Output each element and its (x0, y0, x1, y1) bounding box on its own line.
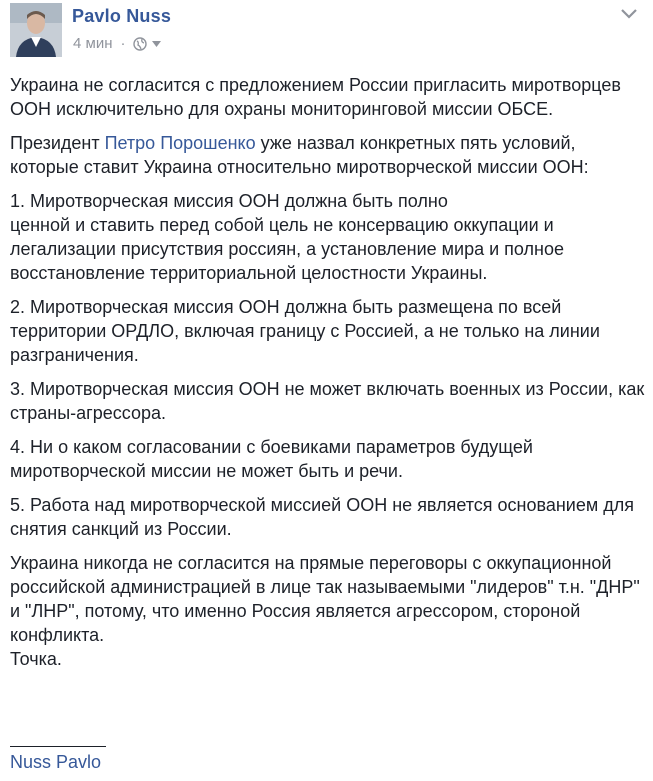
post-paragraph (10, 189, 646, 285)
meta-separator: · (120, 35, 126, 52)
paragraph-text: Президент (10, 133, 105, 153)
post-header (10, 3, 643, 59)
signature-divider (10, 746, 106, 747)
globe-icon[interactable] (133, 37, 147, 51)
signature-link[interactable]: Nuss Pavlo (10, 752, 102, 772)
post-paragraph (10, 131, 646, 179)
post-meta (73, 35, 161, 52)
audience-caret-icon[interactable] (152, 41, 161, 47)
mention-link[interactable]: Петро Порошенко (104, 133, 256, 153)
paragraph-text: Украина никогда не согласится на прямые переговоры с оккупационной российской администрацией в лице так называемыми "лидеров" т.н. "ДНР" и "ЛНР", потому, что именно Россия является агрессором, стороной конфликта. (10, 553, 640, 645)
paragraph-text: ценной и ставить перед собой цель не консервацию оккупации и легализации присутствия россиян, а установление мира и полное восстановление территориальной целостности Украины. (10, 215, 564, 283)
chevron-down-icon[interactable] (621, 9, 637, 19)
paragraph-text: уже назвал конкретных пять условий, которые ставит Украина относительно миротворческой миссии ООН: (10, 133, 589, 177)
paragraph-text: 1. Миротворческая миссия ООН должна быть полно (10, 191, 448, 211)
post-paragraph: 5. Работа над миротворческой миссией ООН не является основанием для снятия санкций из России. (10, 495, 635, 539)
post-timestamp[interactable]: 4 мин (73, 35, 113, 52)
avatar[interactable] (10, 3, 62, 57)
paragraph-text: Точка. (10, 649, 62, 669)
post-paragraph: 4. Ни о каком согласовании с боевиками параметров будущей миротворческой миссии не может быть и речи. (10, 437, 533, 481)
post-paragraph (10, 551, 646, 671)
post-paragraph: 2. Миротворческая миссия ООН должна быть размещена по всей территории ОРДЛО, включая границу с Россией, а не только на линии разграничения. (10, 297, 600, 365)
post-paragraph: Украина не согласится с предложением России пригласить миротворцев ООН исключительно для охраны мониторинговой миссии ОБСЕ. (10, 75, 621, 119)
post-paragraph: 3. Миротворческая миссия ООН не может включать военных из России, как страны-агрессора. (10, 379, 645, 423)
author-name[interactable]: Pavlo Nuss (72, 6, 172, 26)
post-content (10, 73, 646, 671)
